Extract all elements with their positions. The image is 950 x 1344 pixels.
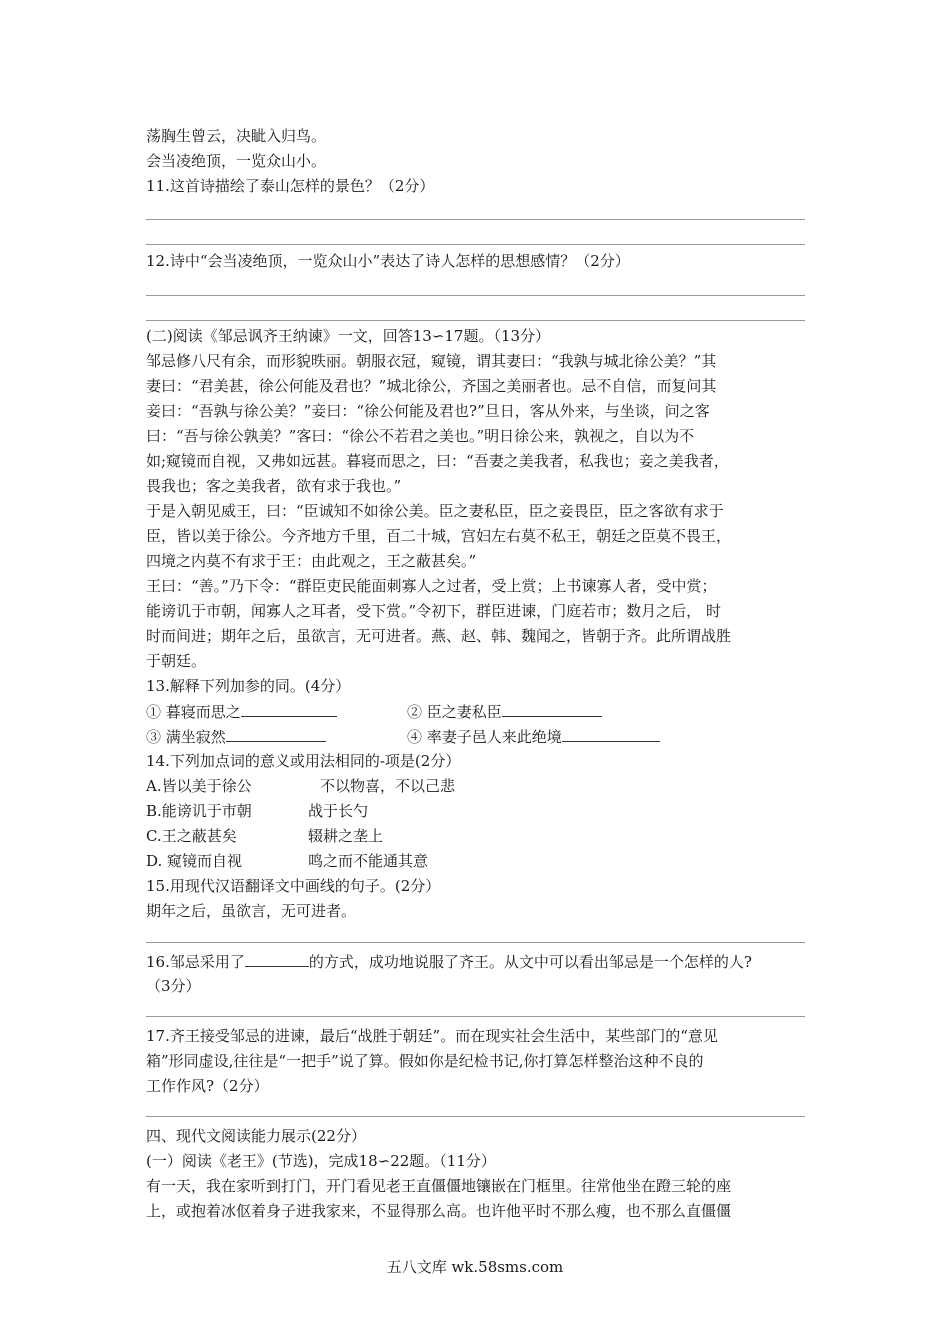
fill-blank[interactable] xyxy=(226,726,326,742)
section-heading: (二)阅读《邹忌讽齐王纳谏》一文，回答13∽17题。（13分） xyxy=(146,327,551,345)
question-11: 11.这首诗描绘了泰山怎样的景色？（2分） xyxy=(146,177,435,195)
q14-option-right: 不以物喜，不以己悲 xyxy=(320,777,456,795)
passage-line: 能谤讥于市朝，闻寡人之耳者，受下赏。”令初下，群臣进谏，门庭若市；数月之后， 时 xyxy=(146,602,721,620)
passage-line: 臣，皆以美于徐公。今齐地方千里，百二十城，宫妇左右莫不私王，朝廷之臣莫不畏王， xyxy=(146,527,732,545)
passage-line: 有一天，我在家听到打门，开门看见老王直僵僵地镶嵌在门框里。往常他坐在蹬三轮的座 xyxy=(146,1177,732,1195)
fill-blank[interactable] xyxy=(502,701,602,717)
q14-option-left[interactable]: B.能谤讥于市朝 xyxy=(146,802,252,820)
question-15: 15.用现代汉语翻译文中画线的句子。(2分） xyxy=(146,877,441,895)
question-13: 13.解释下列加参的同。(4分） xyxy=(146,677,351,695)
answer-line[interactable] xyxy=(146,295,805,296)
passage-line: 于是入朝见威王，曰：“臣诚知不如徐公美。臣之妻私臣，臣之妾畏臣，臣之客欲有求于 xyxy=(146,502,724,520)
passage-line: 时而间进；期年之后，虽欲言，无可进者。燕、赵、韩、魏闻之，皆朝于齐。此所谓战胜 xyxy=(146,627,732,645)
answer-line[interactable] xyxy=(146,1016,805,1017)
passage-line: 四境之内莫不有求于王：由此观之，王之蔽甚矣。” xyxy=(146,552,477,570)
q14-option-left[interactable]: A.皆以美于徐公 xyxy=(146,777,252,795)
answer-line[interactable] xyxy=(146,942,805,943)
passage-line: 妻曰：“君美甚，徐公何能及君也？”城北徐公，齐国之美丽者也。忌不自信，而复问其 xyxy=(146,377,717,395)
q13-item: ① 暮寝而思之 xyxy=(146,701,337,722)
answer-line[interactable] xyxy=(146,1116,805,1117)
answer-line[interactable] xyxy=(146,244,805,245)
q14-option-left[interactable]: D. 窥镜而自视 xyxy=(146,852,243,870)
passage-line: 畏我也；客之美我者，欲有求于我也。” xyxy=(146,477,402,495)
question-17: 工作作风?（2分） xyxy=(146,1077,269,1095)
question-14: 14.下列加点词的意义或用法相同的-项是(2分） xyxy=(146,752,461,770)
passage-line: 邹忌修八尺有余，而形貌昳丽。朝服衣冠，窥镜，谓其妻曰：“我孰与城北徐公美？”其 xyxy=(146,352,717,370)
poem-line: 会当凌绝顶，一览众山小。 xyxy=(146,152,327,170)
q13-item: ③ 满坐寂然 xyxy=(146,726,326,747)
fill-blank[interactable] xyxy=(245,951,309,967)
passage-line: 如;窥镜而自视，又弗如远甚。暮寝而思之，曰：“吾妻之美我者，私我也；妾之美我者， xyxy=(146,452,729,470)
q14-option-right: 战于长勺 xyxy=(308,802,369,820)
page-footer: 五八文库 wk.58sms.com xyxy=(386,1258,564,1276)
answer-line[interactable] xyxy=(146,219,805,220)
q14-option-left[interactable]: C.王之蔽甚矣 xyxy=(146,827,237,845)
question-16-score: （3分） xyxy=(146,977,201,995)
section-heading: 四、现代文阅读能力展示(22分） xyxy=(146,1127,366,1145)
answer-line[interactable] xyxy=(146,320,805,321)
question-17: 箱”形同虚设,往往是“一把手”说了算。假如你是纪检书记,你打算怎样整治这种不良的 xyxy=(146,1052,704,1070)
question-16: 16.邹忌采用了 的方式，成功地说服了齐王。从文中可以看出邹忌是一个怎样的人? xyxy=(146,953,752,971)
passage-line: 于朝廷。 xyxy=(146,652,207,670)
question-12: 12.诗中“会当凌绝顶，一览众山小”表达了诗人怎样的思想感情？（2分） xyxy=(146,252,630,270)
q14-option-right: 辍耕之垄上 xyxy=(308,827,384,845)
translate-sentence: 期年之后，虽欲言，无可进者。 xyxy=(146,902,357,920)
passage-line: 上，或抱着冰伛着身子进我家来，不显得那么高。也许他平时不那么瘦，也不那么直僵僵 xyxy=(146,1202,732,1220)
passage-line: 妾曰：“吾孰与徐公美？”妾曰：“徐公何能及君也?”旦日，客从外来，与坐谈，问之客 xyxy=(146,402,710,420)
q14-option-right: 鸣之而不能通其意 xyxy=(308,852,429,870)
passage-line: 曰：“吾与徐公孰美？”客曰：“徐公不若君之美也。”明日徐公来，孰视之，自以为不 xyxy=(146,427,695,445)
q13-item: ② 臣之妻私臣 xyxy=(407,701,602,722)
q13-item: ④ 率妻子邑人来此绝境 xyxy=(407,726,660,747)
subsection-heading: (一）阅读《老王》(节选)，完成18∽22题。（11分） xyxy=(146,1152,496,1170)
fill-blank[interactable] xyxy=(562,726,660,742)
passage-line: 王曰：“善。”乃下令：“群臣吏民能面刺寡人之过者，受上赏；上书谏寡人者，受中赏； xyxy=(146,577,717,595)
poem-line: 荡胸生曾云，决眦入归鸟。 xyxy=(146,127,327,145)
question-17: 17.齐王接受邹忌的进谏，最后“战胜于朝廷”。而在现实社会生活中，某些部门的“意见 xyxy=(146,1027,718,1045)
fill-blank[interactable] xyxy=(241,701,337,717)
